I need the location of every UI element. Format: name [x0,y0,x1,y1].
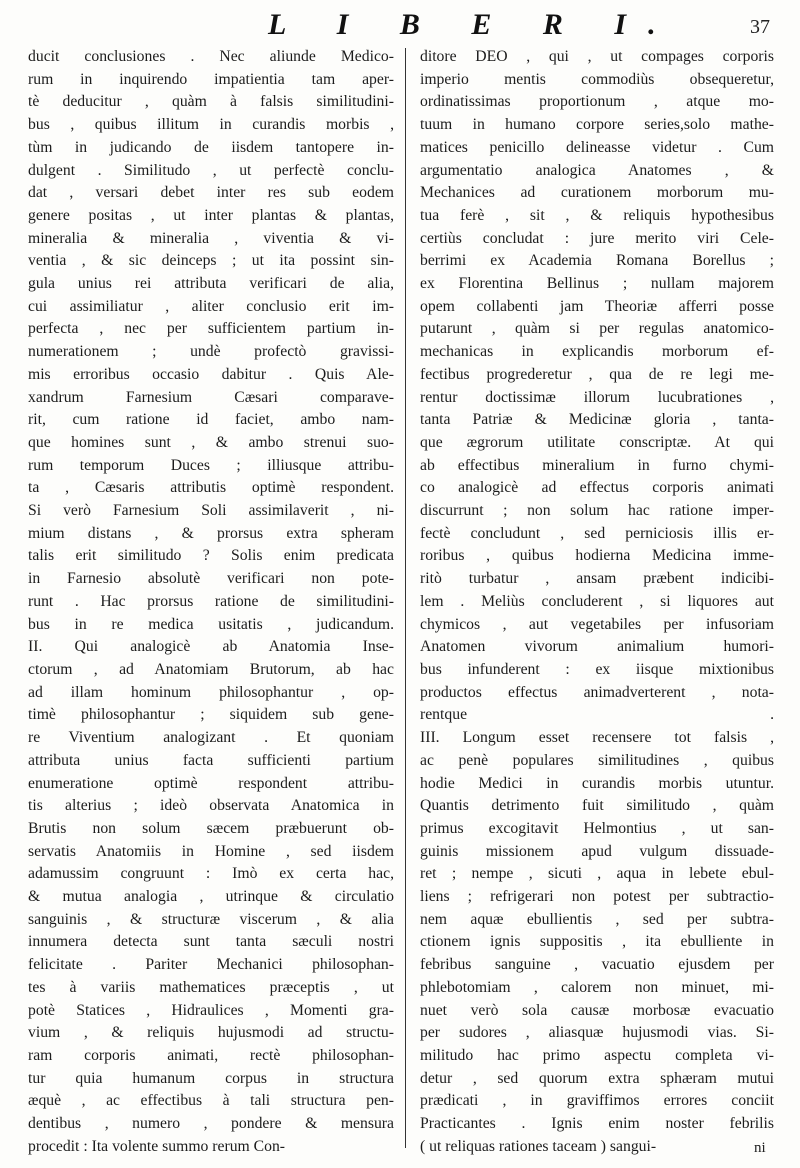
text-line: tuum in humano corpore series,solo mathe- [420,116,774,134]
text-line: Quantis detrimento fuit similitudo , quàm [420,797,774,815]
text-line: ram corporis animati, rectè philosophan- [28,1046,394,1064]
text-line: tur quia humanum corpus in structura [28,1069,394,1087]
text-line: Si verò Farnesium Soli assimilaverit , ni- [28,502,394,520]
text-line: rentur doctissimæ illorum lucubrationes , [420,388,774,406]
text-line: innumera detecta sunt tanta sæculi nostri [28,933,394,951]
text-line: mineralia & mineralia , viventia & vi- [28,229,394,247]
text-line: lem . Meliùs concluderent , si liquores aut [420,592,774,610]
text-line: ( ut reliquas rationes taceam ) sangui- [420,1137,657,1155]
text-line: timè philosophantur ; siquidem sub gene- [28,706,394,724]
text-line: bus infunderent : ex iisque mixtionibus [420,660,774,678]
running-head-title: L I B E R I. [268,8,678,41]
text-line: ac penè populares similitudines , quibus [420,751,774,769]
text-line: mis erroribus occasio dabitur . Quis Ale- [28,365,394,383]
text-line: numerationem ; undè profectò gravissi- [28,343,394,361]
text-line: ctionem ignis suppositis , ita ebulliente in [420,933,774,951]
text-line: febribus sanguine , vacuatio ejusdem per [420,956,774,974]
text-line: dulgent . Similitudo , ut perfectè conclu- [28,161,394,179]
text-line: III. Longum esset recensere tot falsis , [420,729,774,747]
text-line: re Viventium analogizant . Et quoniam [28,729,394,747]
text-line: phlebotomiam , calorem non minuet, mi- [420,978,774,996]
text-line: mechanicas in explicandis morborum ef- [420,343,774,361]
text-line: servatis Anatomiis in Homine , sed iisdem [28,842,394,860]
text-line: in Farnesio absolutè verificari non pote- [28,570,394,588]
text-line: fectè concludunt , sed perniciosis illis er- [420,524,774,542]
text-line: ducit conclusiones . Nec aliunde Medico- [28,48,394,65]
text-line: genere positas , ut inter plantas & plantas, [28,206,394,224]
column-divider [405,48,406,1148]
text-line: prædicati , in graviffimos errores conciit [420,1092,774,1110]
text-line: certiùs concludat : jure merito viri Cele- [420,229,774,247]
text-line: enumeratione optimè respondent attribu- [28,774,394,792]
text-line: rit, cum ratione id faciet, ambo nam- [28,411,394,429]
text-line: dat , versari debet inter res sub eodem [28,184,394,202]
text-line: chymicos , aut vegetabiles per infusoriam [420,615,774,633]
text-line: nem aquæ ebullientis , sed per subtra- [420,910,774,928]
text-line: ritò turbatur , ansam præbent indicibi- [420,570,774,588]
text-line: attributa unius facta sufficienti partium [28,751,394,769]
text-line: bus in re medica usitatis , judicandum. [28,615,394,633]
text-line: perfecta , nec per sufficientem partium in- [28,320,394,338]
text-line: liens ; refrigerari non potest per subtractio- [420,888,774,906]
text-line: Anatomen vivorum animalium humori- [420,638,774,656]
text-line: tanta Patriæ & Medicinæ gloria , tanta- [420,411,774,429]
text-line: ex Florentina Bellinus ; nullam majorem [420,275,774,293]
text-line: ret ; nempe , sicuti , aqua in lebete ebul- [420,865,774,883]
text-line: per sudores , aliasquæ hujusmodi vias. Si- [420,1024,774,1042]
text-line: adamussim congruunt : Imò ex certa hac, [28,865,394,883]
text-line: sanguinis , & structuræ viscerum , & alia [28,910,394,928]
running-head [0,8,800,48]
text-line: gula unius rei attributa verificari de alia, [28,275,394,293]
text-line: que ægrorum utilitate conscriptæ. At qui [420,433,774,451]
text-line: tis alterius ; ideò observata Anatomica in [28,797,394,815]
text-line: tè deducitur , quàm à falsis similitudini- [28,93,394,111]
text-line: runt . Hac prorsus ratione de similitudini- [28,592,394,610]
text-line: dentibus , numero , pondere & mensura [28,1115,394,1133]
text-line: hodie Medici in curandis morbis utuntur. [420,774,774,792]
text-line: tua ferè , sit , & reliquis hypothesibus [420,206,774,224]
text-line: que homines sunt , & ambo strenui suo- [28,433,394,451]
text-line: talis erit similitudo ? Solis enim predicata [28,547,394,565]
text-line: militudo hac primo aspectu completa vi- [420,1046,774,1064]
text-line: primus excogitavit Helmontius , ut san- [420,819,774,837]
text-line: roribus , quibus hodierna Medicina imme- [420,547,774,565]
text-line: matices penicillo delineasse videtur . Cum [420,138,774,156]
text-line: II. Qui analogicè ab Anatomia Inse- [28,638,394,656]
text-line: cui assimiliatur , aliter conclusio erit im- [28,297,394,315]
text-line: rentque . [420,706,774,724]
text-line: æquè , ac effectibus à tali structura pen- [28,1092,394,1110]
text-line: argumentatio analogica Anatomes , & [420,161,774,179]
text-line: Brutis non solum sæcem præbuerunt ob- [28,819,394,837]
text-line: co analogicè ad effectus corporis animati [420,479,774,497]
text-line: rum in inquirendo impatientia tam aper- [28,70,394,88]
text-line: procedit : Ita volente summo rerum Con- [28,1137,286,1155]
text-line: discurrunt ; non solum hac ratione imper- [420,502,774,520]
text-line: Practicantes . Ignis enim noster febrilis [420,1115,774,1133]
text-line: ab effectibus mineralium in furno chymi- [420,456,774,474]
text-line: opem collabenti jam Theoriæ afferri posse [420,297,774,315]
text-line: ad illam hominum philosophantur , op- [28,683,394,701]
text-line: putarunt , quàm si per regulas anatomico- [420,320,774,338]
text-line: bus , quibus illitum in curandis morbis , [28,116,394,134]
catchword: ni [754,1140,766,1156]
text-line: xandrum Farnesium Cæsari comparave- [28,388,394,406]
left-text-column [28,46,394,1158]
text-line: nuet verò sola causæ morbosæ evacuatio [420,1001,774,1019]
text-line: Mechanices ad curationem morborum mu- [420,184,774,202]
text-line: imperio mentis commodiùs obsequeretur, [420,70,774,88]
text-line: tes à variis mathematices præceptis , ut [28,978,394,996]
text-line: guinis missionem apud vulgum dissuade- [420,842,774,860]
text-line: ctorum , ad Anatomiam Brutorum, ab hac [28,660,394,678]
text-line: felicitate . Pariter Mechanici philosophan- [28,956,394,974]
text-line: & mutua analogia , utrinque & circulatio [28,888,394,906]
text-line: productos effectus animadverterent , nota- [420,683,774,701]
text-line: fectibus progrederetur , qua de re legi me- [420,365,774,383]
text-line: ta , Cæsaris attributis optimè respondent. [28,479,394,497]
text-line: berrimi ex Academia Romana Borellus ; [420,252,774,270]
text-line: mium distans , & prorsus extra spheram [28,524,394,542]
page-number: 37 [750,16,770,38]
text-line: ditore DEO , qui , ut compages corporis [420,48,774,65]
text-line: rum temporum Duces ; illiusque attribu- [28,456,394,474]
text-line: ventia , & sic deinceps ; ut ita possint sin- [28,252,394,270]
right-text-column [420,46,774,1158]
text-line: potè Statices , Hidraulices , Momenti gra- [28,1001,394,1019]
text-line: vium , & reliquis hujusmodi ad structu- [28,1024,394,1042]
text-line: detur , sed quorum extra sphæram mutui [420,1069,774,1087]
text-line: ordinatissimas proportionum , atque mo- [420,93,774,111]
text-line: tùm in judicando de iisdem tantopere in- [28,138,394,156]
